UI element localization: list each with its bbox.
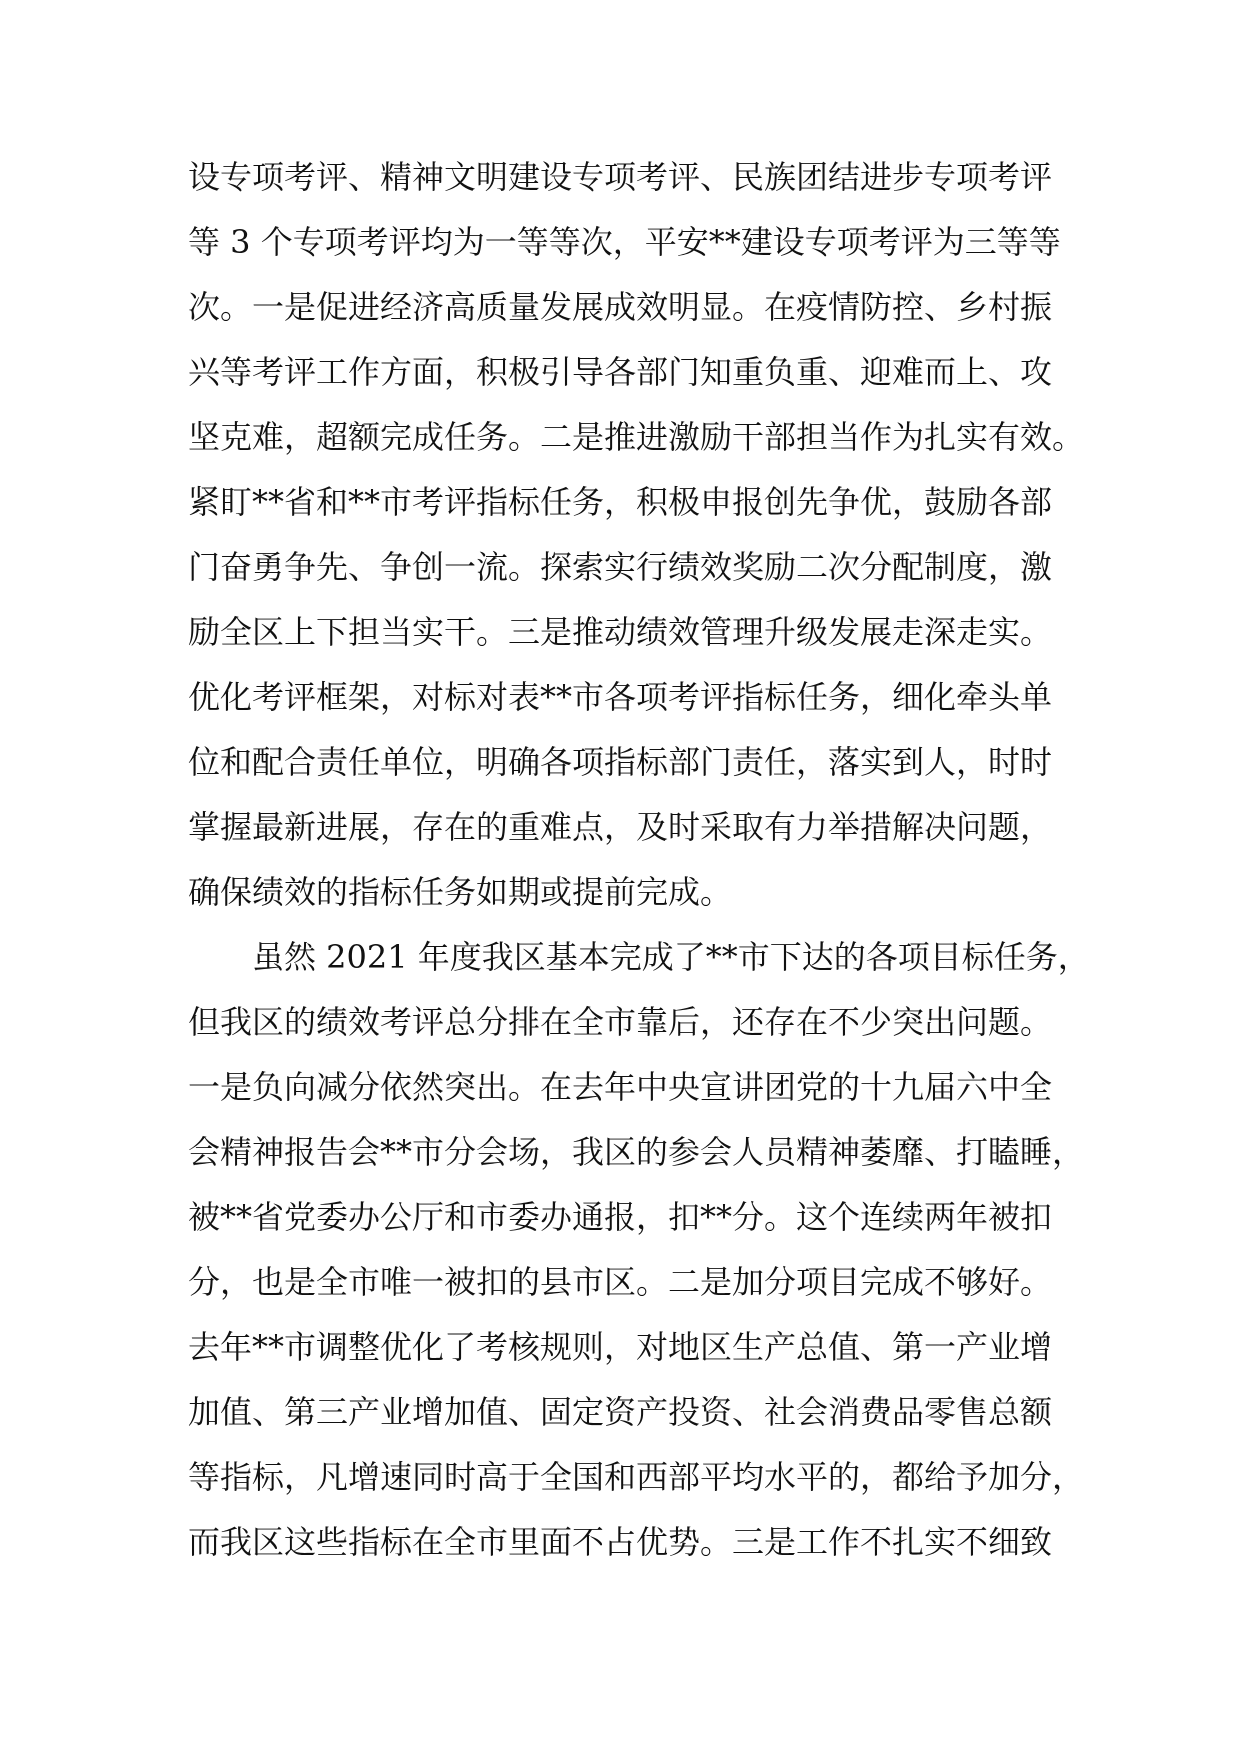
- text-line: 加值、第三产业增加值、固定资产投资、社会消费品零售总额: [188, 1393, 1053, 1431]
- text-line: 优化考评框架，对标对表**市各项考评指标任务，细化牵头单: [188, 678, 1053, 716]
- text-line-indented: 虽然 2021 年度我区基本完成了**市下达的各项目标任务，: [252, 938, 1090, 976]
- paragraph-2: [188, 925, 1088, 1575]
- text-line: 设专项考评、精神文明建设专项考评、民族团结进步专项考评: [188, 158, 1053, 196]
- text-line: 确保绩效的指标任务如期或提前完成。: [188, 873, 733, 911]
- text-line: 去年**市调整优化了考核规则，对地区生产总值、第一产业增: [188, 1328, 1053, 1366]
- body-text: [188, 145, 1088, 1575]
- text-line: 分，也是全市唯一被扣的县市区。二是加分项目完成不够好。: [188, 1263, 1053, 1301]
- text-line: 兴等考评工作方面，积极引导各部门知重负重、迎难而上、攻: [188, 353, 1053, 391]
- text-line: 等 3 个专项考评均为一等等次，平安**建设专项考评为三等等: [188, 223, 1061, 261]
- text-line: 次。一是促进经济高质量发展成效明显。在疫情防控、乡村振: [188, 288, 1053, 326]
- text-line: 会精神报告会**市分会场，我区的参会人员精神萎靡、打瞌睡，: [188, 1133, 1085, 1171]
- text-line: 坚克难，超额完成任务。二是推进激励干部担当作为扎实有效。: [188, 418, 1085, 456]
- text-line: 等指标，凡增速同时高于全国和西部平均水平的，都给予加分，: [188, 1458, 1085, 1496]
- text-line: 但我区的绩效考评总分排在全市靠后，还存在不少突出问题。: [188, 1003, 1053, 1041]
- text-line: 一是负向减分依然突出。在去年中央宣讲团党的十九届六中全: [188, 1068, 1053, 1106]
- text-line: 紧盯**省和**市考评指标任务，积极申报创先争优，鼓励各部: [188, 483, 1053, 521]
- text-line: 而我区这些指标在全市里面不占优势。三是工作不扎实不细致: [188, 1523, 1053, 1561]
- text-line: 位和配合责任单位，明确各项指标部门责任，落实到人，时时: [188, 743, 1053, 781]
- text-line: 励全区上下担当实干。三是推动绩效管理升级发展走深走实。: [188, 613, 1053, 651]
- text-line: 被**省党委办公厅和市委办通报，扣**分。这个连续两年被扣: [188, 1198, 1053, 1236]
- text-line: 掌握最新进展，存在的重难点，及时采取有力举措解决问题，: [188, 808, 1053, 846]
- text-line: 门奋勇争先、争创一流。探索实行绩效奖励二次分配制度，激: [188, 548, 1053, 586]
- paragraph-1: [188, 145, 1088, 925]
